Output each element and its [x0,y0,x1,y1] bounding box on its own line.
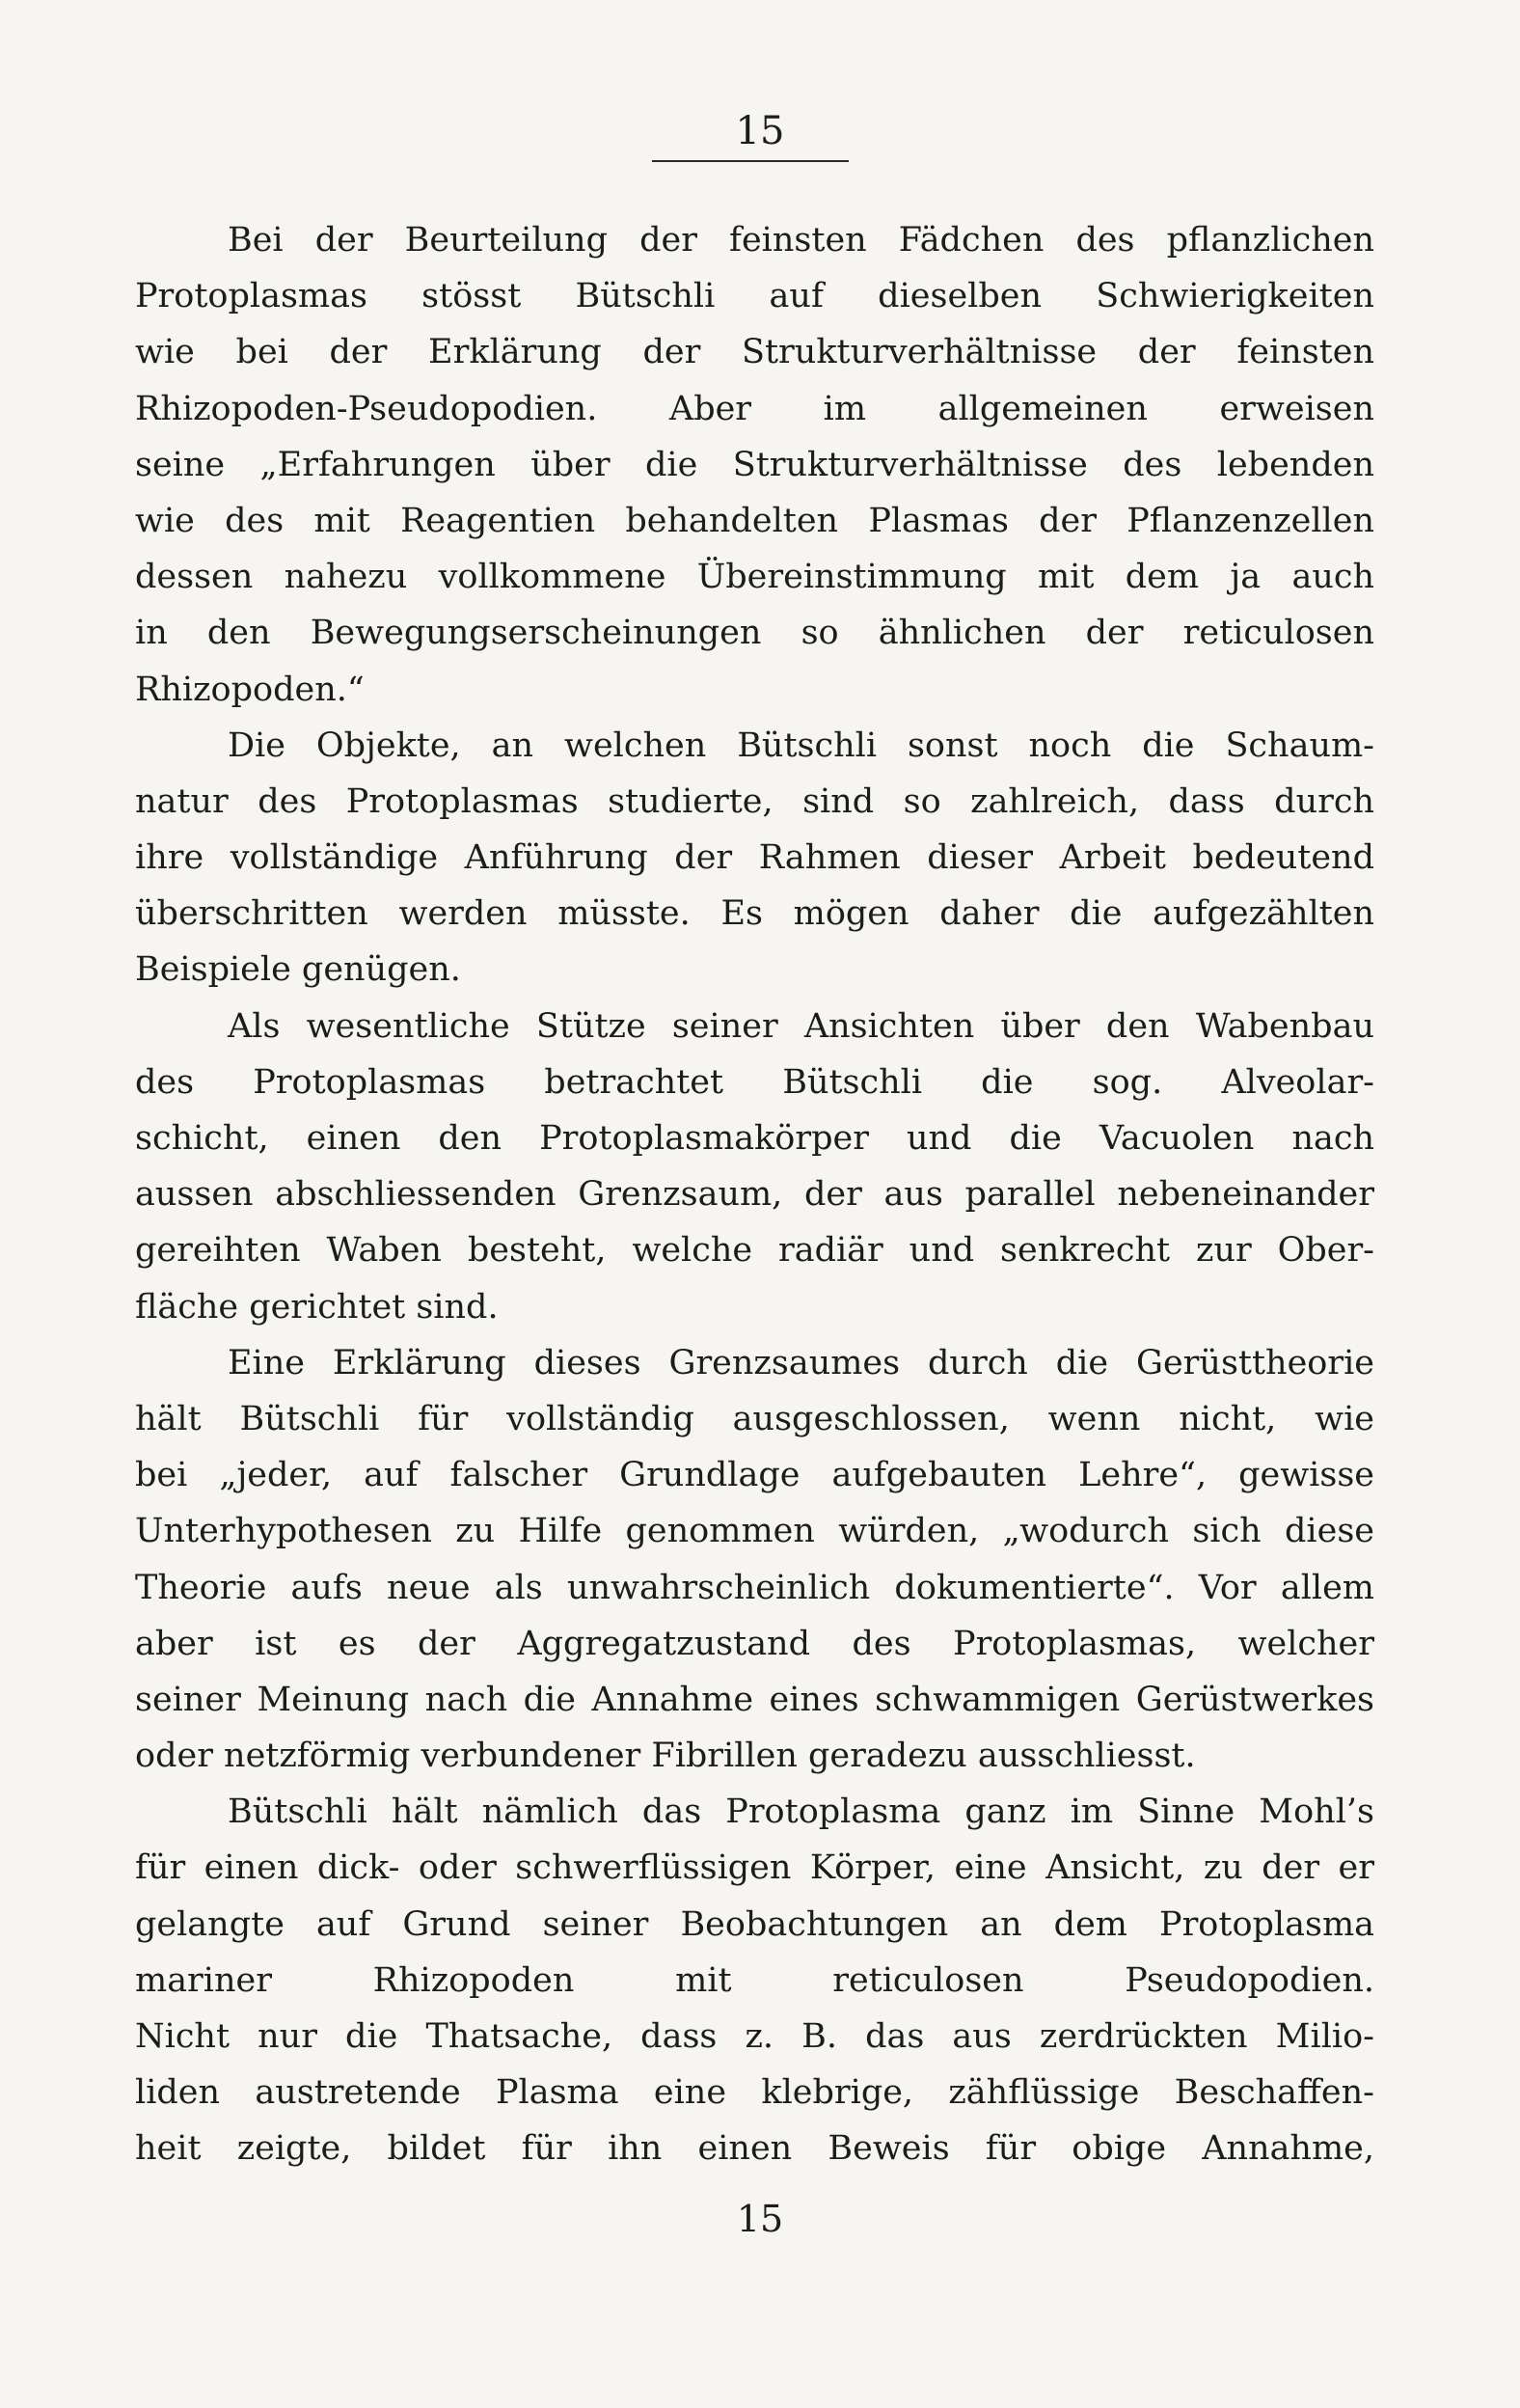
text-line: Rhizopoden-Pseudopodien. Aber im allgemeinen erweisen [135,389,1374,428]
text-line: gelangte auf Grund seiner Beobachtungen an dem Protoplasma [135,1904,1374,1944]
text-line: mariner Rhizopoden mit reticulosen Pseudopodien. [135,1960,1374,2000]
text-line: bei „jeder, auf falscher Grundlage aufgebauten Lehre“, gewisse [135,1456,1374,1495]
text-line: Die Objekte, an welchen Bütschli sonst noch die Schaum- [228,725,1374,765]
text-line: Protoplasmas stösst Bütschli auf dieselben Schwierigkeiten [135,277,1374,316]
text-line: ihre vollständige Anführung der Rahmen dieser Arbeit bedeutend [135,838,1374,878]
text-line: in den Bewegungserscheinungen so ähnlichen der reticulosen [135,614,1374,653]
text-line: Eine Erklärung dieses Grenzsaumes durch die Gerüsttheorie [228,1343,1374,1382]
text-line: Theorie aufs neue als unwahrscheinlich dokumentierte“. Vor allem [135,1568,1374,1607]
text-line: Als wesentliche Stütze seiner Ansichten über den Wabenbau [228,1006,1374,1046]
text-line: schicht, einen den Protoplasmakörper und die Vacuolen nach [135,1119,1374,1158]
text-line: für einen dick- oder schwerflüssigen Körper, eine Ansicht, zu der er [135,1848,1374,1888]
page-number-header: 15 [735,109,785,153]
text-line: Unterhypothesen zu Hilfe genommen würden, „wodurch sich diese [135,1512,1374,1551]
text-line: aussen abschliessenden Grenzsaum, der aus parallel nebeneinander [135,1175,1374,1215]
body-text [135,212,1374,2177]
text-line: aber ist es der Aggregatzustand des Protoplasmas, welcher [135,1624,1374,1663]
text-line: hält Bütschli für vollständig ausgeschlossen, wenn nicht, wie [135,1399,1374,1438]
text-line: fläche gerichtet sind. [135,1287,499,1327]
text-line: überschritten werden müsste. Es mögen daher die aufgezählten [135,894,1374,934]
text-line: des Protoplasmas betrachtet Bütschli die sog. Alveolar- [135,1062,1374,1102]
text-line: Nicht nur die Thatsache, dass z. B. das aus zerdrückten Milio- [135,2017,1374,2056]
text-line: dessen nahezu vollkommene Übereinstimmung mit dem ja auch [135,558,1374,597]
text-line: Rhizopoden.“ [135,670,365,709]
text-line: gereihten Waben besteht, welche radiär und senkrecht zur Ober- [135,1231,1374,1271]
header-rule [652,160,849,162]
text-line: oder netzförmig verbundener Fibrillen geradezu ausschliesst. [135,1737,1196,1776]
text-line: natur des Protoplasmas studierte, sind so zahlreich, dass durch [135,781,1374,821]
text-line: seiner Meinung nach die Annahme eines schwammigen Gerüstwerkes [135,1680,1374,1719]
text-line: seine „Erfahrungen über die Strukturverhältnisse des lebenden [135,445,1374,484]
text-line: Bütschli hält nämlich das Protoplasma ganz im Sinne Mohl’s [228,1792,1374,1832]
text-line: wie bei der Erklärung der Strukturverhältnisse der feinsten [135,333,1374,372]
text-line: heit zeigte, bildet für ihn einen Beweis für obige Annahme, [135,2129,1374,2169]
text-line: Bei der Beurteilung der feinsten Fädchen des pflanzlichen [228,221,1374,260]
text-line: Beispiele genügen. [135,950,461,990]
text-line: wie des mit Reagentien behandelten Plasmas der Pflanzenzellen [135,501,1374,540]
text-line: liden austretende Plasma eine klebrige, zähflüssige Beschaffen- [135,2073,1374,2113]
page-number-footer: 15 [736,2198,784,2240]
